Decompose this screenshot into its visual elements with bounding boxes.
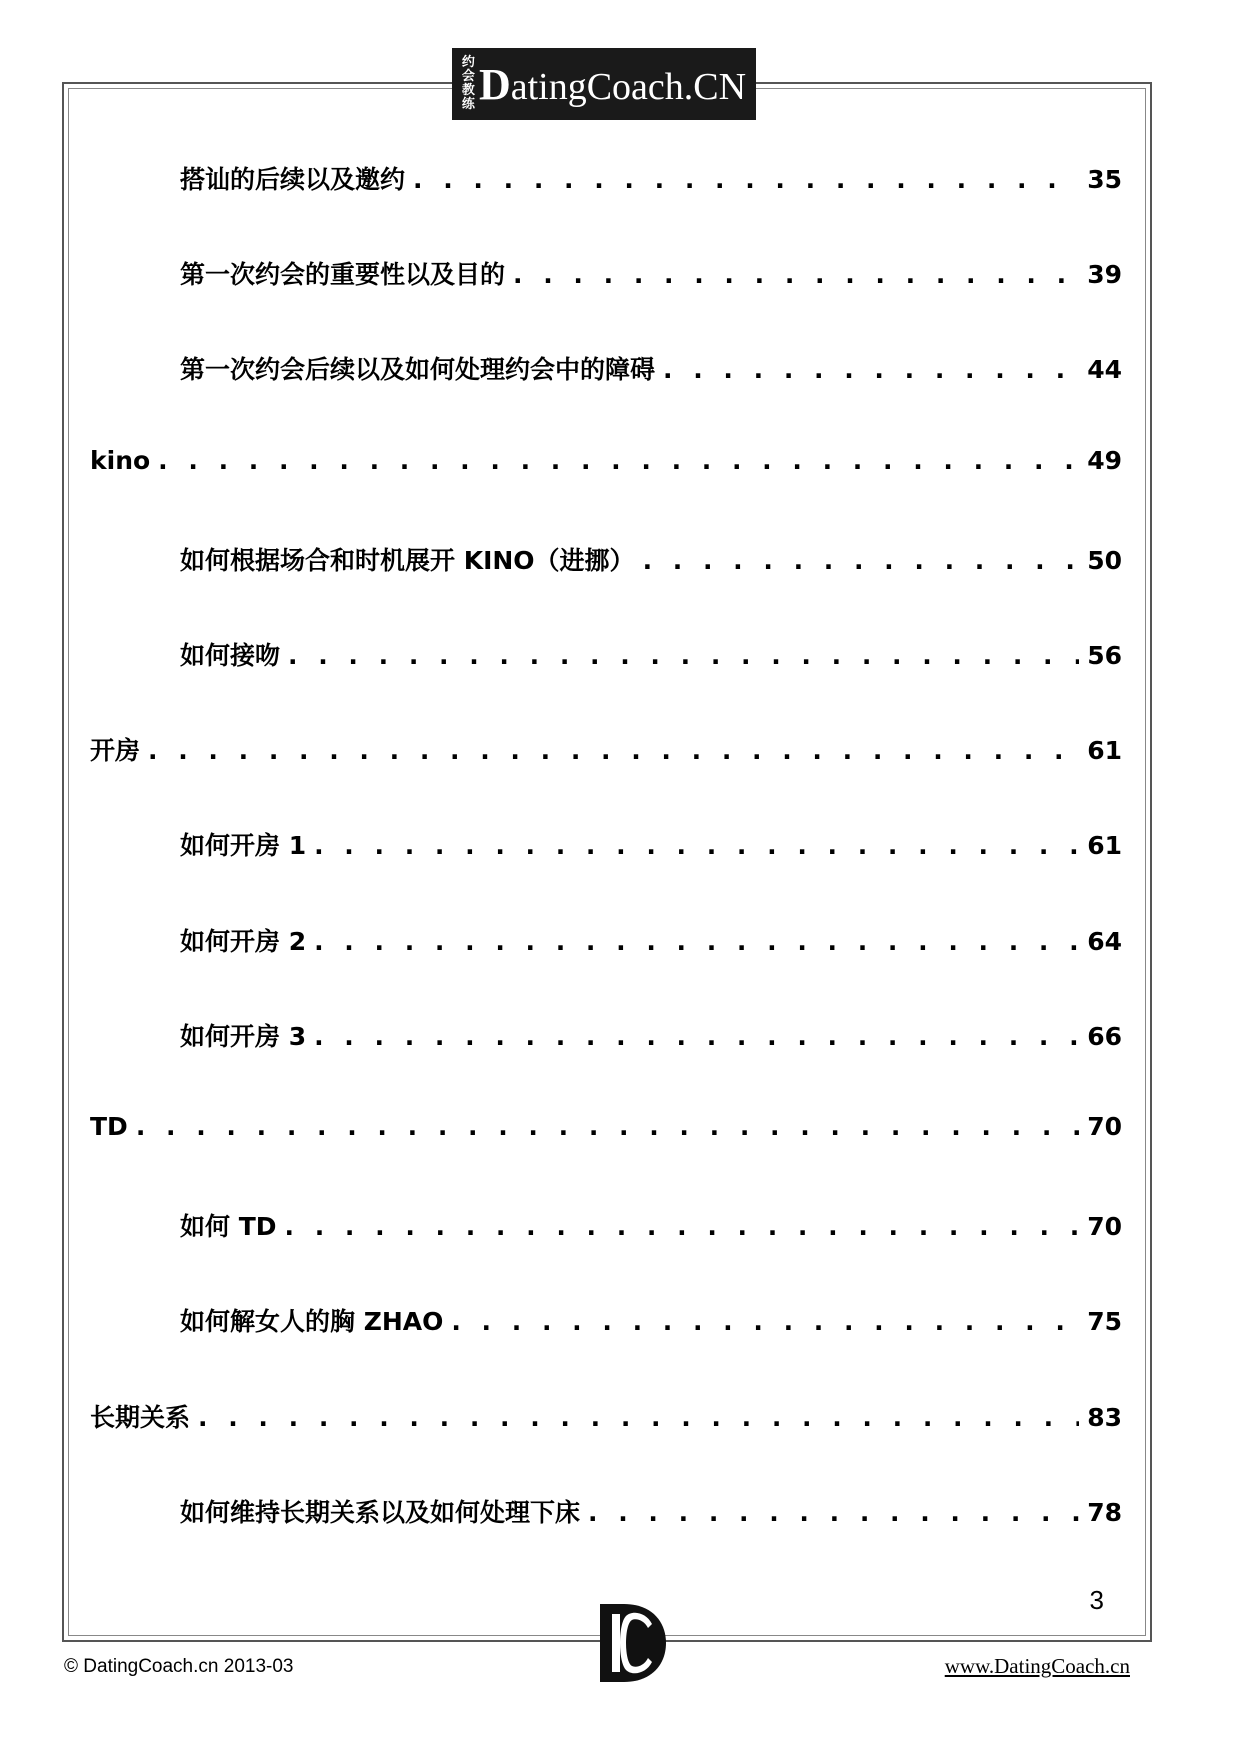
toc-entry-title: 如何开房 1	[180, 831, 307, 861]
toc-leader-dots	[136, 1112, 1079, 1141]
toc-entry-title: 开房	[90, 736, 141, 766]
toc-entry-title: kino	[90, 445, 151, 475]
logo-wordmark	[479, 59, 746, 110]
toc-entry-title: 如何根据场合和时机展开 KINO（进挪）	[180, 545, 635, 575]
toc-entry-page: 35	[1087, 165, 1122, 194]
toc-entry-title: 如何解女人的胸 ZHAO	[180, 1307, 444, 1337]
toc-leader-dots	[663, 355, 1079, 384]
toc-entry-title: TD	[90, 1112, 128, 1141]
toc-entry[interactable]	[180, 160, 1122, 200]
footer-dc-logo	[594, 1598, 670, 1688]
toc-entry[interactable]	[90, 1112, 1122, 1152]
toc-entry-page: 56	[1087, 641, 1122, 670]
toc-leader-dots	[643, 546, 1080, 575]
toc-entry-page: 61	[1087, 736, 1122, 766]
toc-leader-dots	[288, 641, 1079, 670]
toc-entry[interactable]	[90, 1398, 1122, 1438]
toc-leader-dots	[513, 260, 1079, 289]
logo-cn-bottom: 教练	[461, 83, 475, 112]
logo-initial: D	[478, 59, 511, 109]
toc-entry[interactable]	[180, 541, 1122, 581]
toc-entry-title: 如何开房 2	[180, 926, 307, 956]
toc-entry[interactable]	[180, 350, 1122, 390]
toc-leader-dots	[158, 446, 1079, 475]
toc-entry-title: 搭讪的后续以及邀约	[180, 165, 406, 194]
toc-entry-title: 如何开房 3	[180, 1021, 307, 1051]
toc-entry-title: 长期关系	[90, 1402, 191, 1432]
logo-chinese-text	[462, 56, 475, 112]
toc-leader-dots	[148, 736, 1079, 765]
footer-copyright: © DatingCoach.cn 2013-03	[64, 1656, 294, 1677]
toc-entry-page: 78	[1087, 1497, 1122, 1527]
logo-cn-top: 约会	[461, 55, 475, 84]
page-number: 3	[1089, 1585, 1104, 1615]
toc-entry[interactable]	[180, 1493, 1122, 1533]
toc-entry-page: 61	[1087, 831, 1122, 861]
toc-entry[interactable]	[90, 446, 1122, 486]
toc-entry-page: 64	[1087, 926, 1122, 956]
toc-entry-page: 49	[1087, 445, 1122, 475]
toc-entry-title: 如何接吻	[180, 641, 281, 670]
toc-entry-page: 70	[1087, 1212, 1122, 1242]
toc-leader-dots	[314, 831, 1079, 860]
toc-entry-title: 第一次约会后续以及如何处理约会中的障碍	[180, 355, 656, 385]
toc-leader-dots	[285, 1212, 1080, 1241]
toc-entry-title: 如何 TD	[180, 1212, 277, 1242]
toc-entry-page: 75	[1087, 1307, 1122, 1337]
toc-entry-page: 39	[1087, 260, 1122, 290]
toc-entry[interactable]	[180, 255, 1122, 295]
toc-leader-dots	[314, 1022, 1079, 1051]
toc-entry-page: 83	[1087, 1402, 1122, 1432]
toc-entry-page: 50	[1087, 545, 1122, 575]
toc-entry[interactable]	[90, 731, 1122, 771]
toc-entry-page: 44	[1087, 355, 1122, 385]
toc-leader-dots	[198, 1403, 1079, 1432]
header-logo	[452, 48, 756, 120]
logo-rest: atingCoach.CN	[510, 65, 747, 108]
toc-leader-dots	[314, 927, 1079, 956]
toc-leader-dots	[588, 1498, 1079, 1527]
toc-entry-page: 70	[1087, 1112, 1122, 1141]
toc-entry[interactable]	[180, 826, 1122, 866]
toc-leader-dots	[451, 1307, 1079, 1336]
toc-entry[interactable]	[180, 922, 1122, 962]
toc-entry[interactable]	[180, 1207, 1122, 1247]
toc-entry-page: 66	[1087, 1021, 1122, 1051]
toc-leader-dots	[413, 165, 1079, 194]
toc-entry[interactable]	[180, 636, 1122, 676]
footer-website-link[interactable]: www.DatingCoach.cn	[944, 1654, 1130, 1678]
toc-entry[interactable]	[180, 1017, 1122, 1057]
toc-entry-title: 如何维持长期关系以及如何处理下床	[180, 1497, 581, 1527]
toc-entry-title: 第一次约会的重要性以及目的	[180, 260, 506, 290]
toc-entry[interactable]	[180, 1302, 1122, 1342]
